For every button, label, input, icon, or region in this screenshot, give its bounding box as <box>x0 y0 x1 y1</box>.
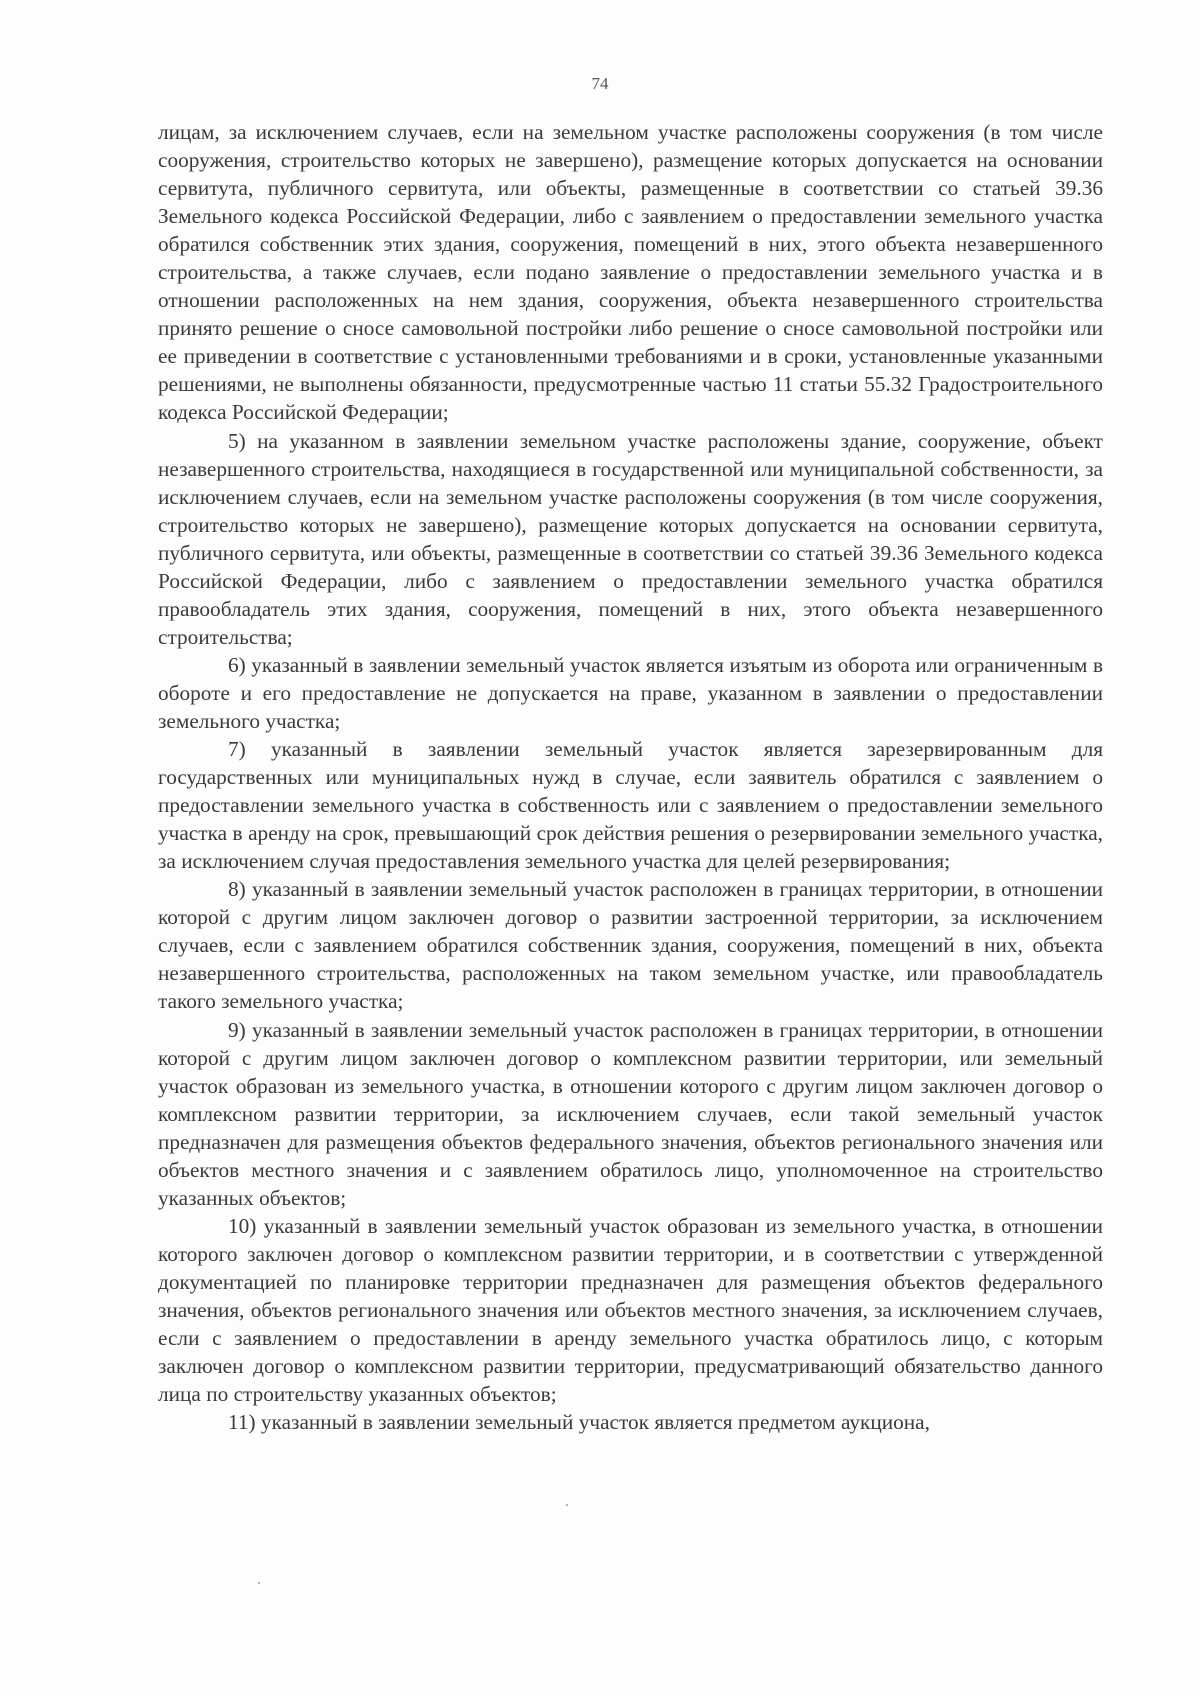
paragraph-item-8: 8) указанный в заявлении земельный участок расположен в границах территории, в отношении которой с другим лицом заключен договор о развитии застроенной территории, за исключением случаев, если с заявлением обратился собственник здания, сооружения, помещений в них, объекта незавершенного строительства, расположенных на таком земельном участке, или правообладатель такого земельного участка; <box>158 877 1103 1014</box>
page-number: 74 <box>591 74 609 93</box>
paragraph-item-10: 10) указанный в заявлении земельный участок образован из земельного участка, в отношении которого заключен договор о комплексном развитии территории, и в соответствии с утвержденной документацией по планировке территории предназначен для размещения объектов федерального значения, объектов регионального значения или объектов местного значения, за исключением случаев, если с заявлением о предоставлении в аренду земельного участка обратилось лицо, с которым заключен договор о комплексном развитии территории, предусматривающий обязательство данного лица по строительству указанных объектов; <box>158 1213 1103 1407</box>
scan-speck <box>258 1582 260 1584</box>
paragraph-item-9: 9) указанный в заявлении земельный участок расположен в границах территории, в отношении которой с другим лицом заключен договор о комплексном развитии территории, или земельный участок образован из земельного участка, в отношении которого с другим лицом заключен договор о комплексном развитии территории, за исключением случаев, если такой земельный участок предназначен для размещения объектов федерального значения, объектов регионального значения или объектов местного значения и с заявлением обратилось лицо, уполномоченное на строительство указанных объектов; <box>158 1017 1103 1210</box>
paragraph-item-7: 7) указанный в заявлении земельный участок является зарезервированным для государственных или муниципальных нужд в случае, если заявитель обратился с заявлением о предоставлении земельного участка в собственность или с заявлением о предоставлении земельного участка в аренду на срок, превышающий срок действия решения о резервировании земельного участка, за исключением случая предоставления земельного участка для целей резервирования; <box>158 737 1103 874</box>
paragraph-item-11: 11) указанный в заявлении земельный участок является предметом аукциона, <box>228 1410 930 1435</box>
paragraph-continuation: лицам, за исключением случаев, если на земельном участке расположены сооружения (в том числе сооружения, строительство которых не завершено), размещение которых допускается на основании сервитута, публичного сервитута, или объекты, размещенные в соответствии со статьей 39.36 Земельного кодекса Российской Федерации, либо с заявлением о предоставлении земельного участка обратился собственник этих здания, сооружения, помещений в них, этого объекта незавершенного строительства, а также случаев, если подано заявление о предоставлении земельного участка и в отношении расположенных на нем здания, сооружения, объекта незавершенного строительства принято решение о сносе самовольной постройки либо решение о сносе самовольной постройки или ее приведении в соответствие с установленными требованиями и в сроки, установленные указанными решениями, не выполнены обязанности, предусмотренные частью 11 статьи 55.32 Градостроительного кодекса Российской Федерации; <box>158 120 1103 425</box>
scan-speck <box>566 1504 568 1506</box>
paragraph-item-5: 5) на указанном в заявлении земельном участке расположены здание, сооружение, объект незавершенного строительства, находящиеся в государственной или муниципальной собственности, за исключением случаев, если на земельном участке расположены сооружения (в том числе сооружения, строительство которых не завершено), размещение которых допускается на основании сервитута, публичного сервитута, или объекты, размещенные в соответствии со статьей 39.36 Земельного кодекса Российской Федерации, либо с заявлением о предоставлении земельного участка обратился правообладатель этих здания, сооружения, помещений в них, этого объекта незавершенного строительства; <box>158 428 1103 649</box>
document-body <box>158 118 1103 1436</box>
paragraph-item-6: 6) указанный в заявлении земельный участок является изъятым из оборота или ограниченным в обороте и его предоставление не допускается на праве, указанном в заявлении о предоставлении земельного участка; <box>158 652 1103 733</box>
